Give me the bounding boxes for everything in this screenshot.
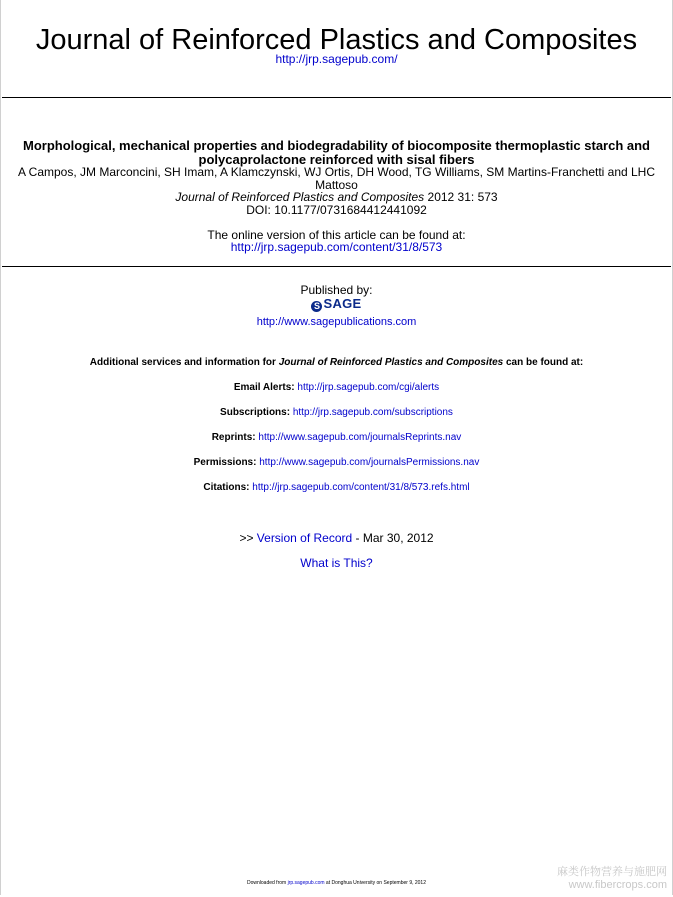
citation-journal: Journal of Reinforced Plastics and Composites <box>175 190 425 204</box>
sage-logo-icon: S <box>311 301 322 312</box>
watermark-chinese: 麻类作物营养与施肥网 <box>557 866 667 878</box>
service-label: Email Alerts: <box>233 382 295 393</box>
what-is-this-link[interactable]: What is This? <box>300 556 373 570</box>
published-by-label: Published by: <box>300 283 373 297</box>
doi: DOI: 10.1177/0731684412441092 <box>246 203 427 217</box>
service-row-permissions <box>0 457 673 469</box>
online-version-link[interactable]: http://jrp.sagepub.com/content/31/8/573 <box>230 240 443 254</box>
service-link[interactable]: http://jrp.sagepub.com/cgi/alerts <box>297 382 440 393</box>
service-label: Subscriptions: <box>220 407 291 418</box>
watermark-url: www.fibercrops.com <box>568 879 667 891</box>
publisher-url-container <box>0 316 673 329</box>
sage-logo-text: SAGE <box>323 296 362 311</box>
service-link[interactable]: http://www.sagepub.com/journalsReprints.nav <box>258 432 462 443</box>
service-link[interactable]: http://jrp.sagepub.com/content/31/8/573.refs.html <box>252 482 470 493</box>
service-row-reprints <box>0 432 673 444</box>
service-link[interactable]: http://jrp.sagepub.com/subscriptions <box>292 407 453 418</box>
footer-prefix: Downloaded from <box>247 880 288 886</box>
service-label: Reprints: <box>211 432 256 443</box>
online-version-text: The online version of this article can be found at: <box>207 228 466 242</box>
service-label: Citations: <box>203 482 250 493</box>
article-title: Morphological, mechanical properties and biodegradability of biocomposite thermoplastic starch and polycaprolactone reinforced with sisal fibers <box>23 138 650 167</box>
journal-title: Journal of Reinforced Plastics and Composites <box>35 24 638 56</box>
version-prefix: >> <box>239 531 257 545</box>
version-of-record <box>0 531 673 545</box>
service-label: Permissions: <box>193 457 257 468</box>
article-authors: A Campos, JM Marconcini, SH Imam, A Klamczynski, WJ Ortis, DH Wood, TG Williams, SM Martins-Franchetti and LHC Mattoso <box>17 165 656 192</box>
sage-logo[interactable] <box>0 297 673 312</box>
citation-details: 2012 31: 573 <box>424 190 498 204</box>
top-divider <box>2 97 671 98</box>
service-row-subscriptions <box>0 407 673 419</box>
what-is-this-container <box>0 556 673 570</box>
footer-link[interactable]: jrp.sagepub.com <box>287 880 325 886</box>
services-intro-suffix: can be found at: <box>503 357 584 368</box>
service-row-email-alerts <box>0 382 673 394</box>
service-link[interactable]: http://www.sagepub.com/journalsPermissions.nav <box>259 457 480 468</box>
online-version-url-container <box>0 241 673 254</box>
services-intro-journal: Journal of Reinforced Plastics and Composites <box>278 357 504 368</box>
middle-divider <box>2 266 671 267</box>
services-intro-prefix: Additional services and information for <box>89 357 279 368</box>
journal-url-link[interactable]: http://jrp.sagepub.com/ <box>275 52 398 66</box>
services-intro <box>0 357 673 369</box>
journal-url-container <box>0 52 673 66</box>
footer-suffix: at Donghua University on September 9, 2012 <box>324 880 426 886</box>
version-date: - Mar 30, 2012 <box>352 531 434 545</box>
publisher-url-link[interactable]: http://www.sagepublications.com <box>256 316 417 328</box>
service-row-citations <box>0 482 673 494</box>
version-of-record-link[interactable]: Version of Record <box>256 531 353 545</box>
